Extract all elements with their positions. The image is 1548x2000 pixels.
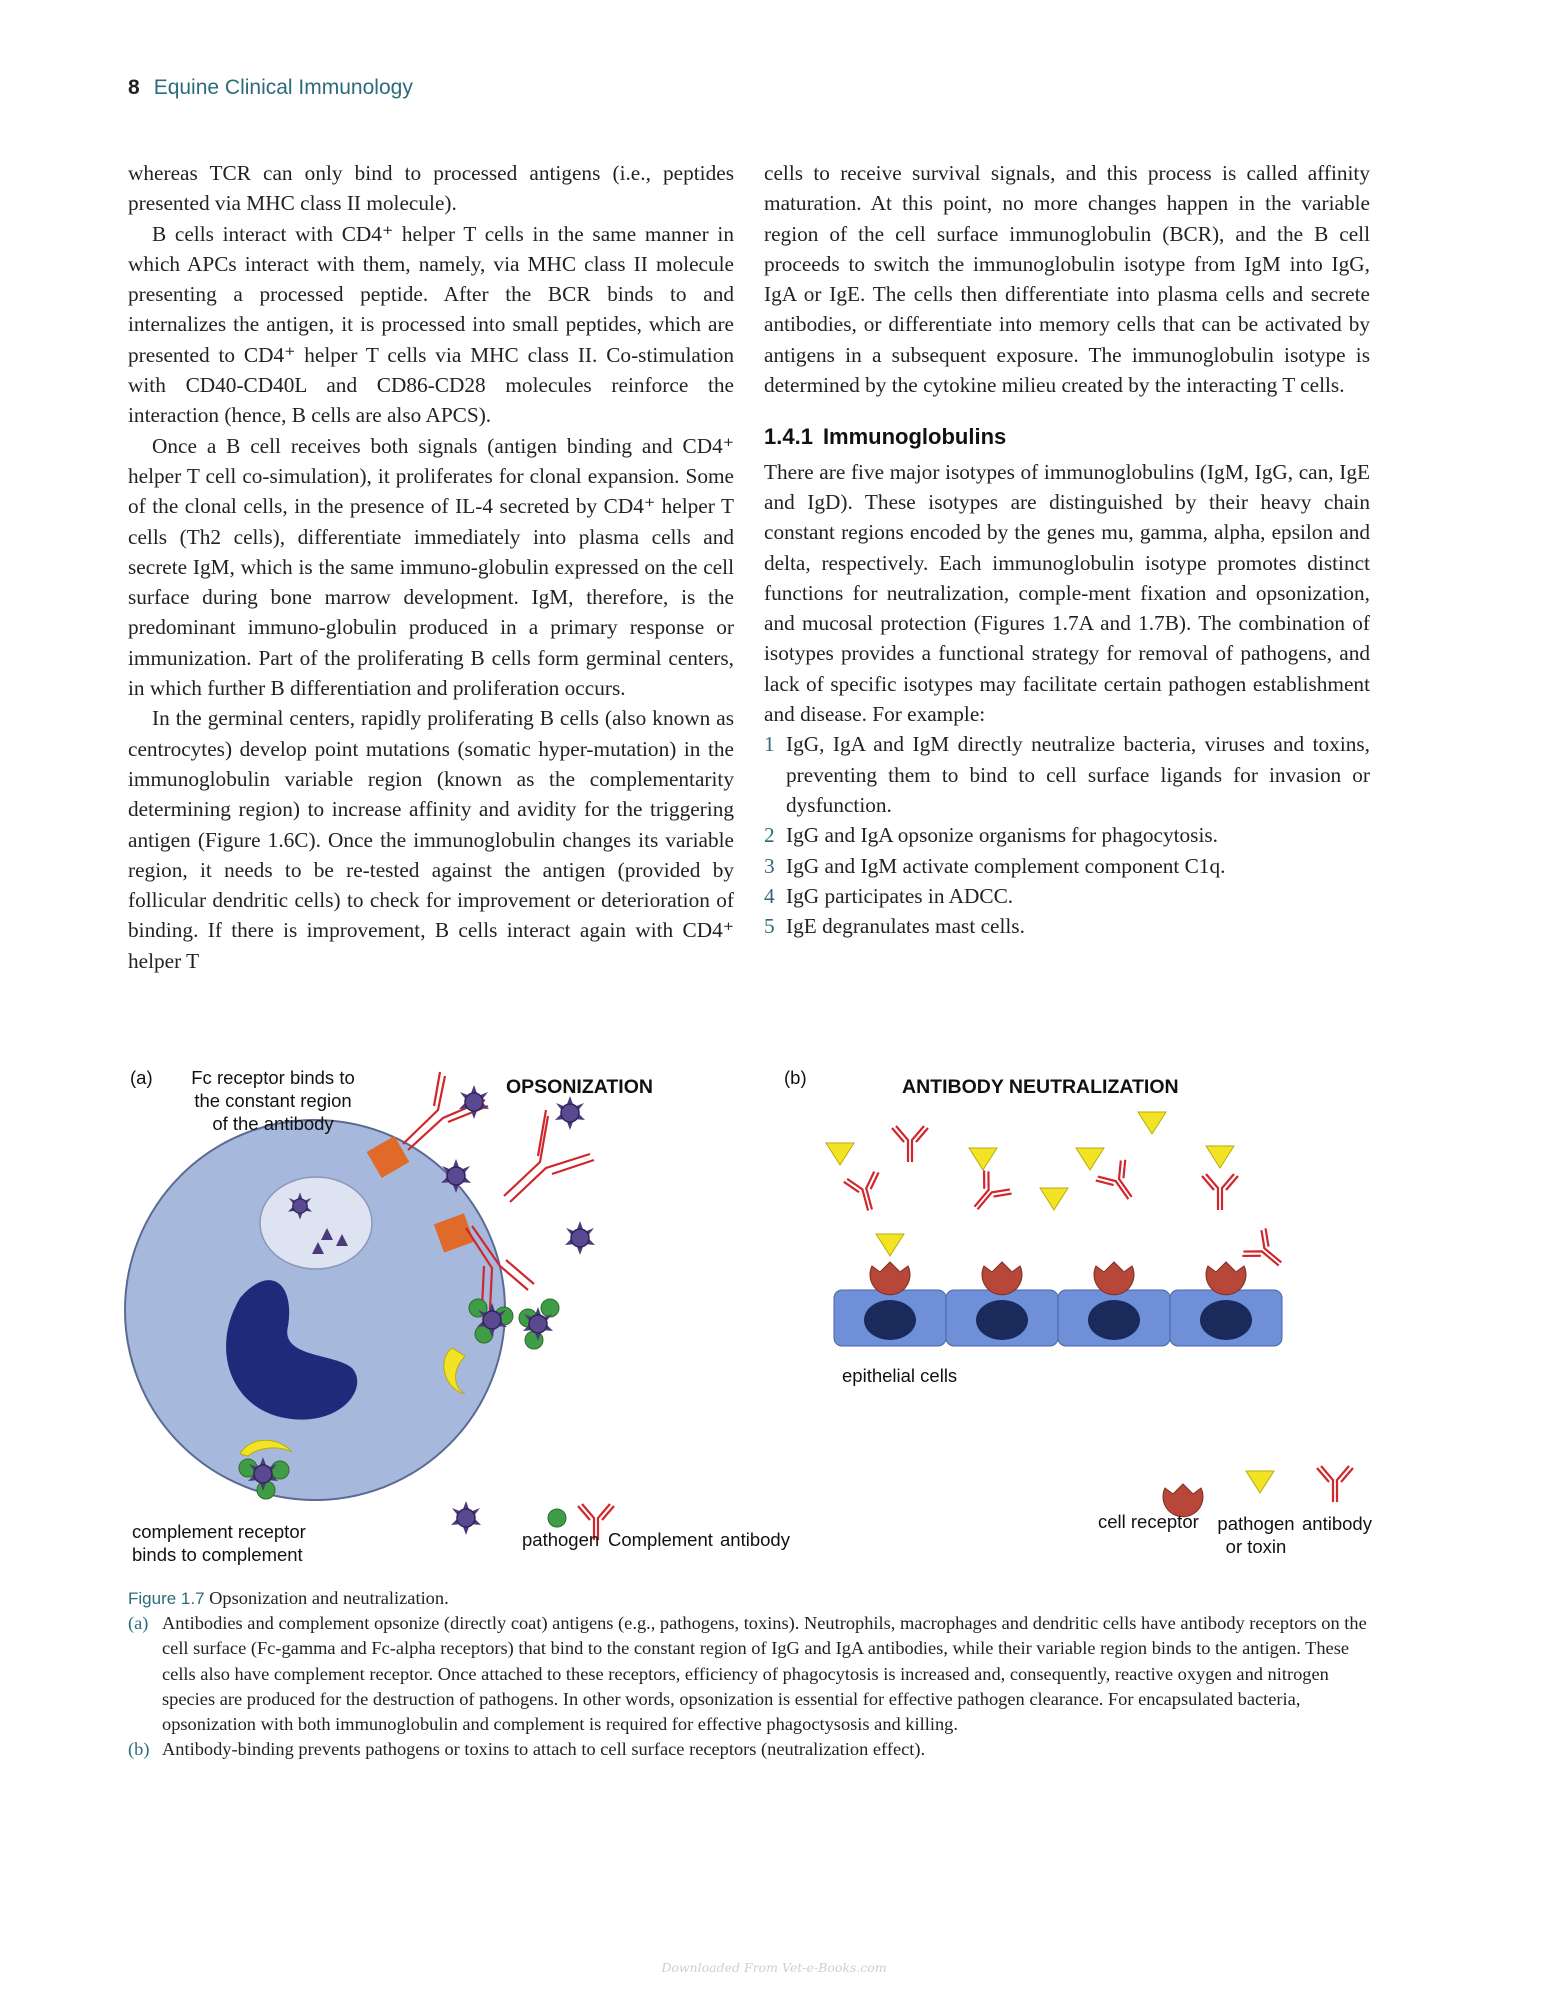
toxin (969, 1148, 997, 1170)
running-header (128, 76, 413, 100)
fc-label-line: the constant region (194, 1090, 352, 1111)
legend-antibody-icon (1317, 1466, 1353, 1502)
antibody (962, 1169, 1013, 1220)
toxin (876, 1234, 904, 1256)
list-number: 2 (764, 823, 775, 848)
paragraph: There are five major isotypes of immunoglobulins (IgM, IgG, can, IgE and IgD). These isotypes are distinguished by their heavy chain constant regions encoded by the genes mu, gamma, alpha, epsilon and delta, respectively. Each immunoglobulin isotype promotes distinct functions for neutralization, comple-ment fixation and opsonization, and mucosal protection (Figures 1.7A and 1.7B). The combination of isotypes provides a functional strategy for removal of pathogens, and lack of specific isotypes may facilitate certain pathogen establishment and disease. For example: (764, 459, 1370, 727)
legend-pathogen-label: pathogen (522, 1529, 600, 1550)
list-item (764, 820, 1370, 850)
antibody (1202, 1174, 1238, 1210)
figure-title: Opsonization and neutralization. (209, 1588, 449, 1608)
list-item (764, 729, 1370, 820)
fc-receptor-label (178, 1066, 368, 1135)
legend-complement-icon (548, 1509, 566, 1527)
list-text: IgG, IgA and IgM directly neutralize bacteria, viruses and toxins, preventing them to bind to cell surface ligands for invasion or dysfunction. (786, 732, 1370, 817)
pathogen (565, 1221, 595, 1255)
epithelium (834, 1290, 1282, 1346)
list-text: IgG and IgM activate complement component C1q. (786, 853, 1226, 878)
antibody (1241, 1227, 1292, 1278)
caption-letter: (b) (128, 1739, 150, 1760)
legend-pathogen-icon (451, 1501, 481, 1535)
paragraph: In the germinal centers, rapidly proliferating B cells (also known as centrocytes) develop point mutations (somatic hyper-mutation) in the immunoglobulin variable region (known as the complementarity determining region) to increase affinity and avidity for the triggering antigen (Figure 1.6C). Once the immunoglobulin changes its variable region, it needs to be re-tested against the antigen (provided by follicular dendritic cells) to check for improvement or deterioration of binding. If there is improvement, B cells interact again with CD4⁺ helper T (128, 706, 734, 973)
opsonized-pathogen (519, 1299, 559, 1349)
paragraph: B cells interact with CD4⁺ helper T cells in the same manner in which APCs interact with them, namely, via MHC class II molecule presenting a processed peptide. After the BCR binds to and internalizes the antigen, it is processed into small peptides, which are presented to CD4⁺ helper T cells via MHC class II. Co-stimulation with CD40-CD40L and CD86-CD28 molecules reinforce the interaction (hence, B cells are also APCS). (128, 221, 734, 428)
paragraph: whereas TCR can only bind to processed antigens (i.e., peptides presented via MHC class II molecule). (128, 161, 734, 216)
complement-label-line: binds to complement (132, 1544, 303, 1565)
caption-text: Antibodies and complement opsonize (directly coat) antigens (e.g., pathogens, toxins). Neutrophils, macrophages and dendritic cells have antibody receptors on the cell surface (Fc-gamma and Fc-alpha receptors) that bind to the constant region of IgG and IgA antibodies, while their variable region binds to the antigen. These cells also have complement receptor. Once attached to these receptors, efficiency of phagocytosis is increased and, consequently, reactive oxygen and nitrogen species are produced for the destruction of pathogens. In other words, opsonization is essential for effective pathogen clearance. For encapsulated bacteria, opsonization with both immunoglobulin and complement is required for effective phagoctysosis and killing. (162, 1613, 1367, 1735)
legend-antibody-label: antibody (720, 1529, 790, 1550)
caption-title-line (128, 1586, 1378, 1611)
section-number: 1.4.1 (764, 424, 813, 450)
caption-text: Antibody-binding prevents pathogens or toxins to attach to cell surface receptors (neutralization effect). (162, 1739, 926, 1760)
toxin (1076, 1148, 1104, 1170)
fc-label-line: of the antibody (212, 1113, 334, 1134)
legend-toxin-line: pathogen (1217, 1513, 1295, 1534)
caption-item-b (128, 1737, 1378, 1762)
panel-b-letter: (b) (784, 1067, 807, 1088)
list-item (764, 881, 1370, 911)
legend-receptor-label: cell receptor (1098, 1511, 1199, 1532)
legend-toxin-label (1206, 1512, 1306, 1558)
paragraph: Once a B cell receives both signals (antigen binding and CD4⁺ helper T cell co-simulation), it proliferates for clonal expansion. Some of the clonal cells, in the presence of IL-4 secreted by CD4⁺ helper T cells (Th2 cells), differentiate immediately into plasma cells and secrete IgM, which is the same immuno-globulin expressed on the cell surface during bone marrow development. IgM, therefore, is the predominant immuno-globulin produced in a primary response or immunization. Part of the proliferating B cells form germinal centers, in which further B differentiation and proliferation occurs. (128, 433, 734, 701)
watermark: Downloaded From Vet-e-Books.com (661, 1960, 887, 1975)
figure-1-7 (120, 1058, 1400, 1578)
examples-list (764, 729, 1370, 941)
fc-label-line: Fc receptor binds to (191, 1067, 355, 1088)
legend-complement-label: Complement (608, 1529, 713, 1550)
toxin (1040, 1188, 1068, 1210)
paragraph: cells to receive survival signals, and this process is called affinity maturation. At this point, no more changes happen in the variable region of the cell surface immunoglobulin (BCR), and the B cell proceeds to switch the immunoglobulin isotype from IgM into IgG, IgA or IgE. The cells then differentiate into plasma cells and secrete antibodies, or differentiate into memory cells that can be activated by antigens in a subsequent exposure. The immunoglobulin isotype is determined by the cytokine milieu created by the interacting T cells. (764, 161, 1370, 398)
complement-label-line: complement receptor (132, 1521, 306, 1542)
list-item (764, 911, 1370, 941)
figure-caption (128, 1586, 1378, 1762)
antibody (1095, 1158, 1145, 1208)
list-text: IgG and IgA opsonize organisms for phagocytosis. (786, 823, 1218, 848)
pathogen (459, 1085, 489, 1119)
pathogen (555, 1096, 585, 1130)
neutralization-title: ANTIBODY NEUTRALIZATION (902, 1076, 1179, 1098)
right-column (764, 158, 1370, 941)
complement-receptor-label (132, 1520, 306, 1566)
antibody (843, 1171, 887, 1215)
list-text: IgE degranulates mast cells. (786, 914, 1025, 939)
figure-label: Figure 1.7 (128, 1589, 205, 1608)
antibody (892, 1126, 928, 1162)
legend-toxin-line: or toxin (1225, 1536, 1287, 1557)
list-number: 4 (764, 883, 775, 908)
legend-toxin-icon (1246, 1471, 1274, 1493)
epithelial-cells-label: epithelial cells (842, 1365, 958, 1386)
toxin (1206, 1146, 1234, 1168)
section-title: Immunoglobulins (822, 424, 1007, 450)
page-number: 8 (128, 76, 140, 99)
list-text: IgG participates in ADCC. (786, 883, 1014, 908)
list-number: 1 (764, 732, 775, 757)
antibody (504, 1110, 594, 1202)
section-heading (764, 422, 1370, 452)
legend-antibody-label: antibody (1302, 1513, 1372, 1534)
caption-letter: (a) (128, 1613, 149, 1634)
book-title: Equine Clinical Immunology (153, 76, 413, 99)
panel-a-letter: (a) (130, 1067, 153, 1088)
opsonization-title: OPSONIZATION (506, 1076, 653, 1098)
toxin (826, 1143, 854, 1165)
figure-illustration (120, 1058, 1400, 1578)
left-column (128, 158, 734, 976)
list-item (764, 851, 1370, 881)
toxin (1138, 1112, 1166, 1134)
caption-item-a (128, 1611, 1378, 1737)
list-number: 5 (764, 914, 775, 939)
list-number: 3 (764, 853, 775, 878)
